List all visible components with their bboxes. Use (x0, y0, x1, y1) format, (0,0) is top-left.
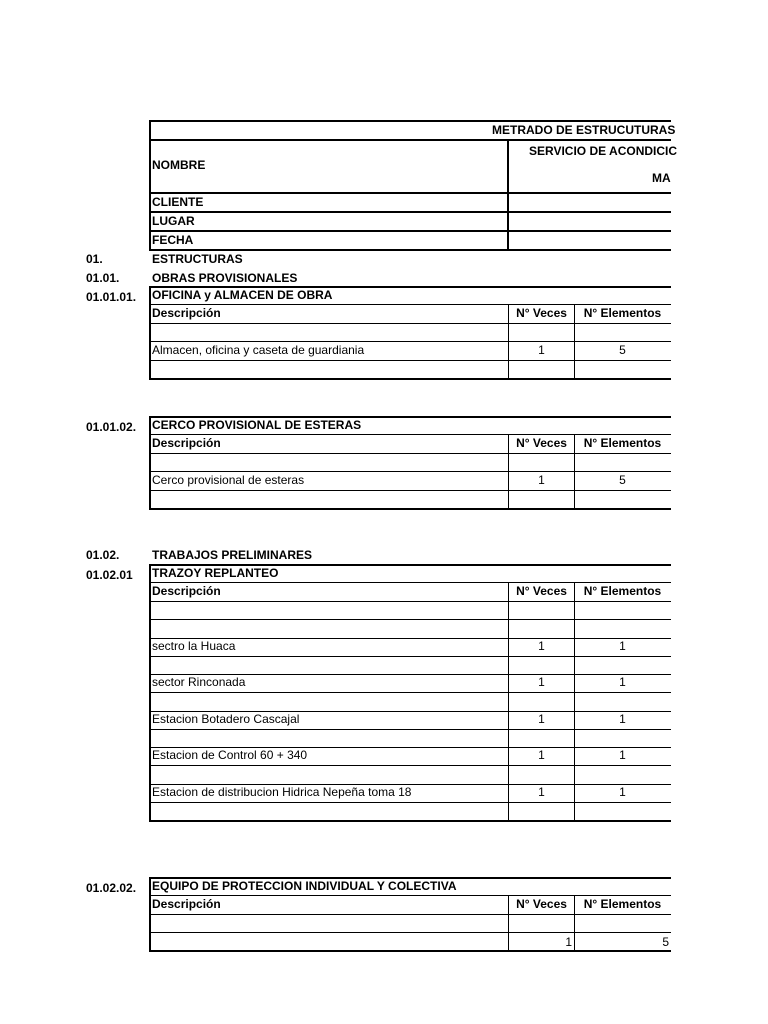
cliente-label: CLIENTE (152, 195, 204, 209)
table4-line (149, 914, 671, 915)
table3-row-desc: Estacion Botadero Cascajal (152, 712, 300, 726)
table3-border-left (149, 564, 151, 822)
table3-row-veces: 1 (538, 712, 545, 726)
table3-row-elementos: 1 (619, 712, 626, 726)
table2-col-descripcion: Descripción (152, 436, 221, 450)
table3-line (149, 656, 671, 657)
header-nombre-border (149, 192, 671, 194)
table3-row-desc: Estacion de Control 60 + 340 (152, 748, 308, 762)
table4-title: EQUIPO DE PROTECCION INDIVIDUAL Y COLECTIVA (152, 879, 457, 893)
header-lugar-border (149, 230, 671, 232)
fecha-label: FECHA (152, 233, 194, 247)
table3-border-bottom (149, 820, 671, 822)
header-divider (507, 139, 509, 251)
table3-line (149, 802, 671, 803)
table3-row-desc: Estacion de distribucion Hidrica Nepeña toma 18 (152, 785, 412, 799)
section-01-title: ESTRUCTURAS (152, 252, 243, 266)
table2-border-top (149, 416, 671, 418)
table1-row-elementos: 5 (619, 343, 626, 357)
nombre-value-line1: SERVICIO DE ACONDICIC (529, 144, 678, 158)
table2-line (149, 490, 671, 491)
table3-row-veces: 1 (538, 639, 545, 653)
table4-border-left (149, 877, 151, 952)
table1-border-left (149, 286, 151, 380)
table3-row-elementos: 1 (619, 785, 626, 799)
table3-col-veces: N° Veces (516, 584, 567, 598)
table3-row-veces: 1 (538, 748, 545, 762)
table3-row-desc: sectro la Huaca (152, 639, 236, 653)
table3-row-elementos: 1 (619, 639, 626, 653)
header-title: METRADO DE ESTRUCUTURAS (492, 123, 676, 137)
table3-line (149, 692, 671, 693)
table3-border-top (149, 564, 671, 566)
table3-line (149, 601, 671, 602)
table3-code: 01.02.01 (86, 568, 133, 582)
table3-title: TRAZOY REPLANTEO (152, 566, 279, 580)
table3-line (149, 765, 671, 766)
section-0101-title: OBRAS PROVISIONALES (152, 271, 298, 285)
table2-row-veces: 1 (538, 473, 545, 487)
table2-row-elementos: 5 (619, 473, 626, 487)
table4-border-top (149, 877, 671, 879)
table2-line (149, 453, 671, 454)
nombre-value-line2: MA (652, 171, 671, 185)
table4-col-veces: N° Veces (516, 897, 567, 911)
table4-col-descripcion: Descripción (152, 897, 221, 911)
table3-row-elementos: 1 (619, 748, 626, 762)
nombre-label: NOMBRE (152, 158, 206, 172)
section-0102-title: TRABAJOS PRELIMINARES (152, 548, 313, 562)
table3-row-veces: 1 (538, 785, 545, 799)
table3-line (149, 619, 671, 620)
header-cliente-border (149, 211, 671, 213)
table2-title: CERCO PROVISIONAL DE ESTERAS (152, 418, 362, 432)
table1-border-top (149, 286, 671, 288)
table2-row-desc: Cerco provisional de esteras (152, 473, 305, 487)
table4-row-veces: 1 (565, 935, 572, 949)
table3-col-descripcion: Descripción (152, 584, 221, 598)
table1-border-bottom (149, 378, 671, 380)
table1-col-veces: N° Veces (516, 306, 567, 320)
header-title-border (149, 139, 671, 141)
table1-title: OFICINA y ALMACEN DE OBRA (152, 288, 333, 302)
table1-code: 01.01.01. (86, 290, 137, 304)
section-01-code: 01. (86, 252, 103, 266)
table4-row-elementos: 5 (662, 935, 669, 949)
table1-line (149, 323, 671, 324)
table4-code: 01.02.02. (86, 881, 137, 895)
table3-line (149, 729, 671, 730)
table2-border-left (149, 416, 151, 510)
table1-row-veces: 1 (538, 343, 545, 357)
table1-col-descripcion: Descripción (152, 306, 221, 320)
table2-border-bottom (149, 508, 671, 510)
section-0101-code: 01.01. (86, 271, 120, 285)
table3-col-elementos: N° Elementos (583, 584, 662, 598)
table1-row-desc: Almacen, oficina y caseta de guardiania (152, 343, 365, 357)
table3-row-veces: 1 (538, 675, 545, 689)
table3-row-elementos: 1 (619, 675, 626, 689)
table2-col-elementos: N° Elementos (583, 436, 662, 450)
table2-code: 01.01.02. (86, 420, 137, 434)
table1-col-elementos: N° Elementos (583, 306, 662, 320)
table2-col-veces: N° Veces (516, 436, 567, 450)
header-left-border (149, 120, 151, 251)
section-0102-code: 01.02. (86, 548, 120, 562)
table1-line (149, 360, 671, 361)
table3-row-desc: sector Rinconada (152, 675, 246, 689)
table4-col-elementos: N° Elementos (583, 897, 662, 911)
lugar-label: LUGAR (152, 214, 195, 228)
